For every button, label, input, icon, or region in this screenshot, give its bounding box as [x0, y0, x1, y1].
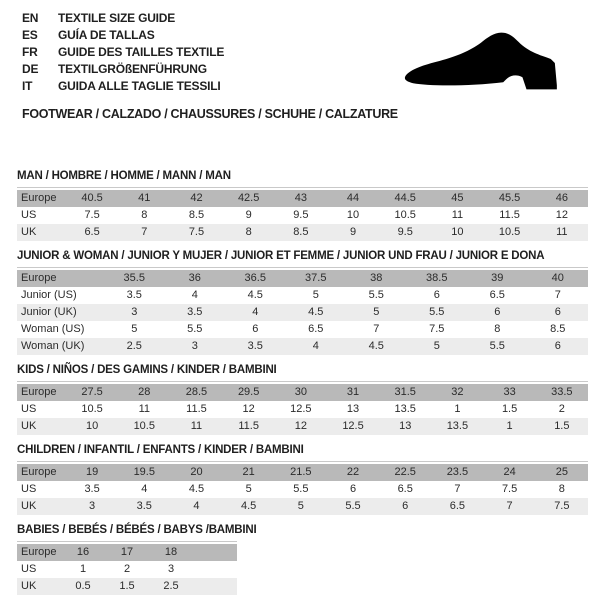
section-title: BABIES / BEBÉS / BÉBÉS / BABYS /BAMBINI	[17, 524, 257, 536]
size-cell	[193, 578, 237, 595]
size-section	[17, 250, 588, 355]
row-label: Europe	[21, 386, 57, 398]
size-cell: 8	[558, 483, 565, 495]
row-label: Junior (US)	[21, 289, 77, 301]
size-cell: 5	[131, 323, 138, 335]
size-cell: 10	[85, 420, 99, 432]
size-cell: 22	[346, 466, 360, 478]
language-row	[22, 44, 224, 61]
size-cell: 4.5	[247, 289, 263, 301]
size-cell: 10.5	[133, 420, 155, 432]
size-cell: 4	[191, 289, 198, 301]
size-section	[17, 524, 588, 595]
size-cell: 42.5	[237, 192, 260, 204]
size-cell: 38	[370, 272, 383, 284]
size-cell: 9.5	[397, 226, 413, 238]
size-cell: 18	[164, 546, 178, 558]
size-cell: 7	[141, 226, 148, 238]
size-cell: 5	[433, 340, 440, 352]
size-cell: 11.5	[186, 403, 207, 415]
table-row	[17, 304, 588, 321]
row-label: US	[21, 209, 37, 221]
size-cell: 5.5	[187, 323, 203, 335]
table-row	[17, 561, 237, 578]
size-cell: 6.5	[308, 323, 324, 335]
size-cell: 13	[346, 403, 360, 415]
size-cell: 22.5	[394, 466, 416, 478]
size-cell: 36.5	[244, 272, 266, 284]
size-cell: 27.5	[81, 386, 103, 398]
size-cell: 10	[346, 209, 360, 221]
size-cell: 5.5	[368, 289, 384, 301]
size-cell: 2	[558, 403, 565, 415]
size-cell: 5.5	[345, 500, 361, 512]
language-row	[22, 10, 224, 27]
size-cell: 6	[349, 483, 357, 495]
size-cell: 4	[141, 483, 148, 495]
size-cell: 31	[346, 386, 360, 398]
size-cell: 3	[131, 306, 138, 318]
size-cell: 5.5	[293, 483, 309, 495]
table-row	[17, 384, 588, 401]
language-list	[22, 10, 224, 95]
size-cell: 11	[138, 403, 150, 415]
language-title: GUIDA ALLE TAGLIE TESSILI	[58, 79, 221, 93]
size-cell: 3.5	[84, 483, 100, 495]
table-row	[17, 498, 588, 515]
size-cell: 6.5	[489, 289, 505, 301]
language-title: TEXTILGRÖßENFÜHRUNG	[58, 62, 207, 76]
size-cell: 7.5	[501, 483, 518, 495]
table-row	[17, 544, 237, 561]
size-cell: 4.5	[188, 483, 205, 495]
size-cell: 6.5	[449, 500, 466, 512]
size-cell: 35.5	[123, 272, 145, 284]
size-cell: 1	[506, 420, 513, 432]
section-title: CHILDREN / INFANTIL / ENFANTS / KINDER / BAMBINI	[17, 444, 304, 456]
table-row	[17, 224, 588, 241]
size-cell: 1	[454, 403, 461, 415]
size-cell: 20	[190, 466, 203, 478]
size-cell: 8	[141, 209, 148, 221]
size-cell: 4	[193, 500, 200, 512]
language-row	[22, 61, 224, 78]
table-top-rule	[17, 461, 588, 462]
size-cell: 5	[373, 306, 380, 318]
table-row	[17, 321, 588, 338]
size-cell: 31.5	[394, 386, 416, 398]
size-cell: 12	[555, 209, 568, 221]
size-cell: 45	[451, 192, 464, 204]
table-top-rule	[17, 541, 237, 542]
size-cell: 3.5	[126, 289, 142, 301]
size-cell: 6	[554, 306, 561, 318]
size-section	[17, 444, 588, 515]
section-title: KIDS / NIÑOS / DES GAMINS / KINDER / BAMBINI	[17, 364, 277, 376]
size-cell: 10.5	[81, 403, 103, 415]
size-cell: 11	[451, 209, 464, 221]
size-cell	[193, 544, 237, 561]
row-label: Europe	[21, 466, 57, 478]
size-cell: 25	[555, 466, 568, 478]
size-cell: 28.5	[185, 386, 208, 398]
size-cell: 5.5	[429, 306, 445, 318]
category-line: FOOTWEAR / CALZADO / CHAUSSURES / SCHUHE / CALZATURE	[22, 107, 398, 121]
size-cell: 37.5	[305, 272, 327, 284]
size-cell: 8.5	[188, 209, 205, 221]
size-cell: 1	[79, 563, 87, 575]
size-table	[17, 190, 588, 241]
size-cell: 6	[554, 340, 561, 352]
size-cell: 1.5	[554, 420, 570, 432]
size-cell: 3.5	[136, 500, 152, 512]
table-row	[17, 464, 588, 481]
size-cell: 8	[245, 226, 252, 238]
table-row	[17, 418, 588, 435]
size-table	[17, 544, 237, 595]
size-cell: 9	[349, 226, 357, 238]
size-cell: 1.5	[119, 580, 135, 592]
size-cell: 11.5	[499, 209, 520, 221]
table-top-rule	[17, 187, 588, 188]
size-cell: 39	[491, 272, 504, 284]
size-cell: 19	[85, 466, 99, 478]
row-label: Junior (UK)	[21, 306, 77, 318]
table-row	[17, 338, 588, 355]
size-cell: 6.5	[84, 226, 100, 238]
table-row	[17, 270, 588, 287]
row-label: Europe	[21, 272, 57, 284]
row-label: Woman (UK)	[21, 340, 85, 352]
size-cell: 12.5	[290, 403, 312, 415]
table-row	[17, 401, 588, 418]
size-cell: 5	[297, 500, 304, 512]
size-cell: 38.5	[426, 272, 448, 284]
size-cell: 8	[494, 323, 501, 335]
size-cell: 40	[551, 272, 564, 284]
row-label: US	[21, 403, 37, 415]
size-cell: 3	[89, 500, 96, 512]
size-cell: 43	[294, 192, 307, 204]
size-cell: 5	[312, 289, 319, 301]
size-cell: 8.5	[550, 323, 566, 335]
size-cell: 10.5	[498, 226, 521, 238]
table-row	[17, 190, 588, 207]
size-cell: 7	[454, 483, 461, 495]
size-cell: 11	[556, 226, 568, 238]
size-cell: 29.5	[237, 386, 260, 398]
language-title: GUÍA DE TALLAS	[58, 28, 155, 42]
size-cell: 24	[503, 466, 516, 478]
size-cell: 36	[188, 272, 201, 284]
language-code: DE	[22, 62, 39, 76]
row-label: US	[21, 563, 37, 575]
row-label: UK	[21, 500, 37, 512]
size-cell: 7	[554, 289, 561, 301]
language-code: IT	[22, 79, 33, 93]
size-cell: 12	[294, 420, 307, 432]
size-section	[17, 364, 588, 435]
section-title: JUNIOR & WOMAN / JUNIOR Y MUJER / JUNIOR ET FEMME / JUNIOR UND FRAU / JUNIOR E DONA	[17, 250, 545, 262]
size-table	[17, 270, 588, 355]
size-cell: 23.5	[446, 466, 469, 478]
row-label: US	[21, 483, 37, 495]
size-cell: 2	[123, 563, 131, 575]
size-cell: 9	[245, 209, 252, 221]
size-cell: 40.5	[81, 192, 103, 204]
size-cell: 6	[433, 289, 440, 301]
size-cell: 21.5	[290, 466, 312, 478]
size-cell: 4.5	[308, 306, 324, 318]
size-cell: 11	[190, 420, 203, 432]
size-cell: 7.5	[429, 323, 445, 335]
size-cell: 6	[252, 323, 259, 335]
size-cell: 9.5	[293, 209, 309, 221]
language-row	[22, 27, 224, 44]
size-cell: 12	[242, 403, 255, 415]
size-cell: 12.5	[342, 420, 364, 432]
size-cell: 8.5	[293, 226, 309, 238]
size-cell: 2.5	[126, 340, 142, 352]
size-cell: 3	[191, 340, 198, 352]
size-cell: 4.5	[241, 500, 257, 512]
size-cell: 46	[555, 192, 568, 204]
row-label: UK	[21, 226, 37, 238]
language-title: GUIDE DES TAILLES TEXTILE	[58, 45, 225, 59]
size-cell: 33.5	[551, 386, 573, 398]
table-top-rule	[17, 267, 588, 268]
size-cell: 3	[167, 563, 175, 575]
size-cell: 0.5	[75, 580, 91, 592]
table-row	[17, 578, 237, 595]
size-cell: 7.5	[188, 226, 205, 238]
size-cell: 44	[346, 192, 360, 204]
language-title: TEXTILE SIZE GUIDE	[58, 11, 176, 25]
size-cell: 6	[494, 306, 501, 318]
size-cell: 4	[252, 306, 259, 318]
size-cell: 30	[294, 386, 307, 398]
size-cell: 21	[242, 466, 255, 478]
size-cell: 13.5	[446, 420, 469, 432]
size-cell: 17	[120, 546, 134, 558]
size-cell: 3.5	[247, 340, 263, 352]
size-cell: 28	[138, 386, 151, 398]
table-row	[17, 207, 588, 224]
size-cell: 2.5	[163, 580, 179, 592]
size-cell: 10	[451, 226, 464, 238]
table-row	[17, 481, 588, 498]
language-code: FR	[22, 45, 38, 59]
row-label: Europe	[21, 192, 57, 204]
size-cell: 7	[373, 323, 380, 335]
size-cell: 16	[76, 546, 90, 558]
size-cell: 7.5	[84, 209, 100, 221]
shoe-icon	[401, 26, 569, 96]
size-cell: 19.5	[133, 466, 155, 478]
size-tables	[17, 170, 588, 600]
size-cell: 7	[506, 500, 513, 512]
size-cell	[193, 561, 237, 578]
size-cell: 44.5	[394, 192, 416, 204]
size-cell: 41	[138, 192, 151, 204]
section-title: MAN / HOMBRE / HOMME / MANN / MAN	[17, 170, 231, 182]
size-cell: 3.5	[187, 306, 203, 318]
size-cell: 7.5	[554, 500, 570, 512]
size-cell: 13	[399, 420, 412, 432]
row-label: UK	[21, 420, 37, 432]
language-code: EN	[22, 11, 39, 25]
row-label: UK	[21, 580, 37, 592]
size-cell: 45.5	[498, 192, 521, 204]
size-cell: 32	[451, 386, 464, 398]
size-cell: 5.5	[489, 340, 505, 352]
row-label: Europe	[21, 546, 57, 558]
row-label: Woman (US)	[21, 323, 85, 335]
size-cell: 4.5	[368, 340, 384, 352]
size-table	[17, 464, 588, 515]
size-cell: 13.5	[394, 403, 416, 415]
size-cell: 6	[402, 500, 409, 512]
size-cell: 10.5	[394, 209, 416, 221]
size-cell: 33	[503, 386, 516, 398]
language-row	[22, 78, 224, 95]
size-section	[17, 170, 588, 241]
size-cell: 1.5	[501, 403, 518, 415]
size-cell: 5	[245, 483, 252, 495]
table-row	[17, 287, 588, 304]
size-cell: 4	[312, 340, 319, 352]
size-table	[17, 384, 588, 435]
size-cell: 11.5	[238, 420, 259, 432]
size-cell: 6.5	[397, 483, 413, 495]
size-cell: 42	[190, 192, 203, 204]
table-top-rule	[17, 381, 588, 382]
language-code: ES	[22, 28, 38, 42]
